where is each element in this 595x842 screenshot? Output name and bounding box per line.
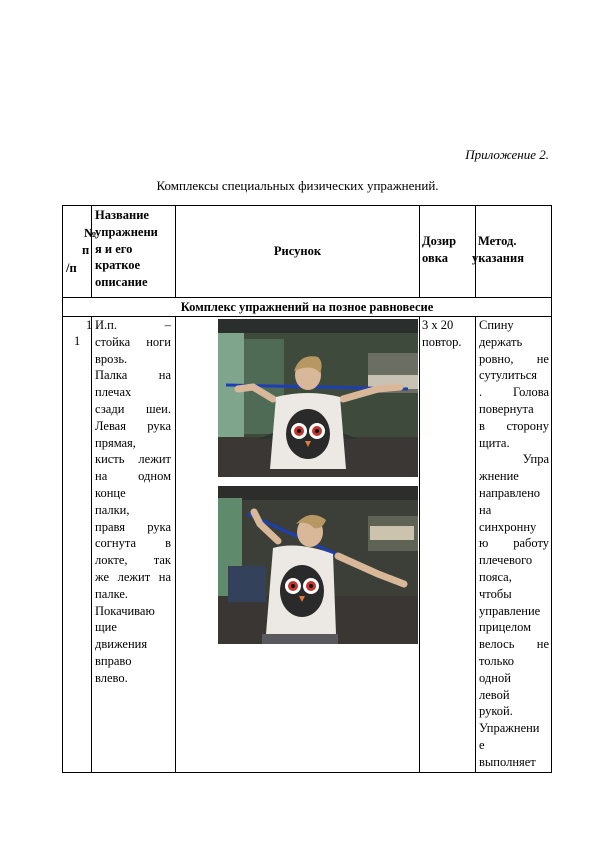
header-name-line: краткое [95,258,141,273]
description-line: Покачиваю [95,603,155,618]
header-number-slash: /п [66,261,77,275]
method-line: ю работу [479,536,549,551]
method-line: управление [479,603,541,618]
method-line: направлено [479,485,541,500]
method-line: велось не [479,637,549,652]
description-line: же лежит на [95,569,171,584]
method-line: щита. [479,435,510,450]
method-line: Упражнени [479,721,540,736]
description-line: сзади шеи. [95,401,171,416]
header-name-line: Название [95,208,149,222]
description-line: стойка ноги [95,334,171,349]
header-dose-line: Дозир [422,234,457,248]
description-line: локте, так [95,553,171,568]
header-number-digit: № [84,226,97,240]
appendix-label: Приложение 2. [465,147,549,162]
description-line: врозь. [95,351,128,366]
method-line: одной [479,670,511,685]
description-line: согнута в [95,536,171,551]
method-line: прицелом [479,620,532,635]
method-line: жнение [479,469,519,484]
description-line: палке. [95,586,129,601]
description-line: движения [95,637,148,652]
section-title: Комплекс упражнений на позное равновесие [180,300,434,314]
method-line: пояса, [479,569,512,584]
method-line: только [479,653,515,668]
header-method-line: указания [472,250,524,265]
exercise-method-notes [479,317,549,771]
exercise-dose [422,317,474,351]
method-line: . Голова [479,385,549,400]
exercise-table [62,205,552,773]
method-line: в сторону [479,418,549,433]
header-method [472,233,550,267]
description-line: щие [95,620,117,635]
exercise-description [95,317,171,687]
method-line: держать [479,334,523,349]
method-line: плечевого [479,553,533,568]
dose-line: повтор. [422,334,462,349]
dose-line: 3 х 20 [422,318,454,332]
method-line: сутулиться [479,368,538,383]
description-line: вправо [95,653,132,668]
row-number-sub: 1 [74,334,81,348]
description-line: влево. [95,670,128,685]
method-line: на [479,502,492,517]
description-line: конце [95,485,126,500]
header-name-line: описание [95,275,148,290]
header-name-line: упражнени [95,224,158,239]
header-name-line: я и его [95,241,133,256]
header-name [95,207,175,291]
exercise-photo-bottom [218,486,418,644]
description-line: прямая, [95,435,136,450]
header-dose [422,233,474,267]
method-line: ровно, не [479,351,549,366]
table-caption: Комплексы специальных физических упражнений. [156,178,439,193]
exercise-photo-top [218,319,418,477]
description-line: Левая рука [95,418,171,433]
method-line: повернута [479,401,534,416]
method-line: е [479,737,485,752]
description-line: плечах [95,385,132,400]
header-method-line: Метод. [478,234,517,248]
header-dose-line: овка [422,250,448,265]
row-number: 1 [86,318,93,332]
description-line: кисть лежит [95,452,171,467]
header-number-p: п [82,243,90,257]
description-line: палки, [95,502,130,517]
method-line: синхронну [479,519,537,534]
description-line: правя рука [95,519,171,534]
method-line: Упра [522,452,549,467]
method-line: рукой. [479,704,513,719]
method-line: левой [479,687,510,702]
method-line: чтобы [479,586,512,601]
description-line: на одном [95,469,171,484]
header-picture: Рисунок [273,244,322,258]
method-line: Спину [479,318,514,332]
description-line: Палка на [95,368,171,383]
method-line: выполняет [479,754,536,769]
description-line: И.п. – [95,318,171,332]
